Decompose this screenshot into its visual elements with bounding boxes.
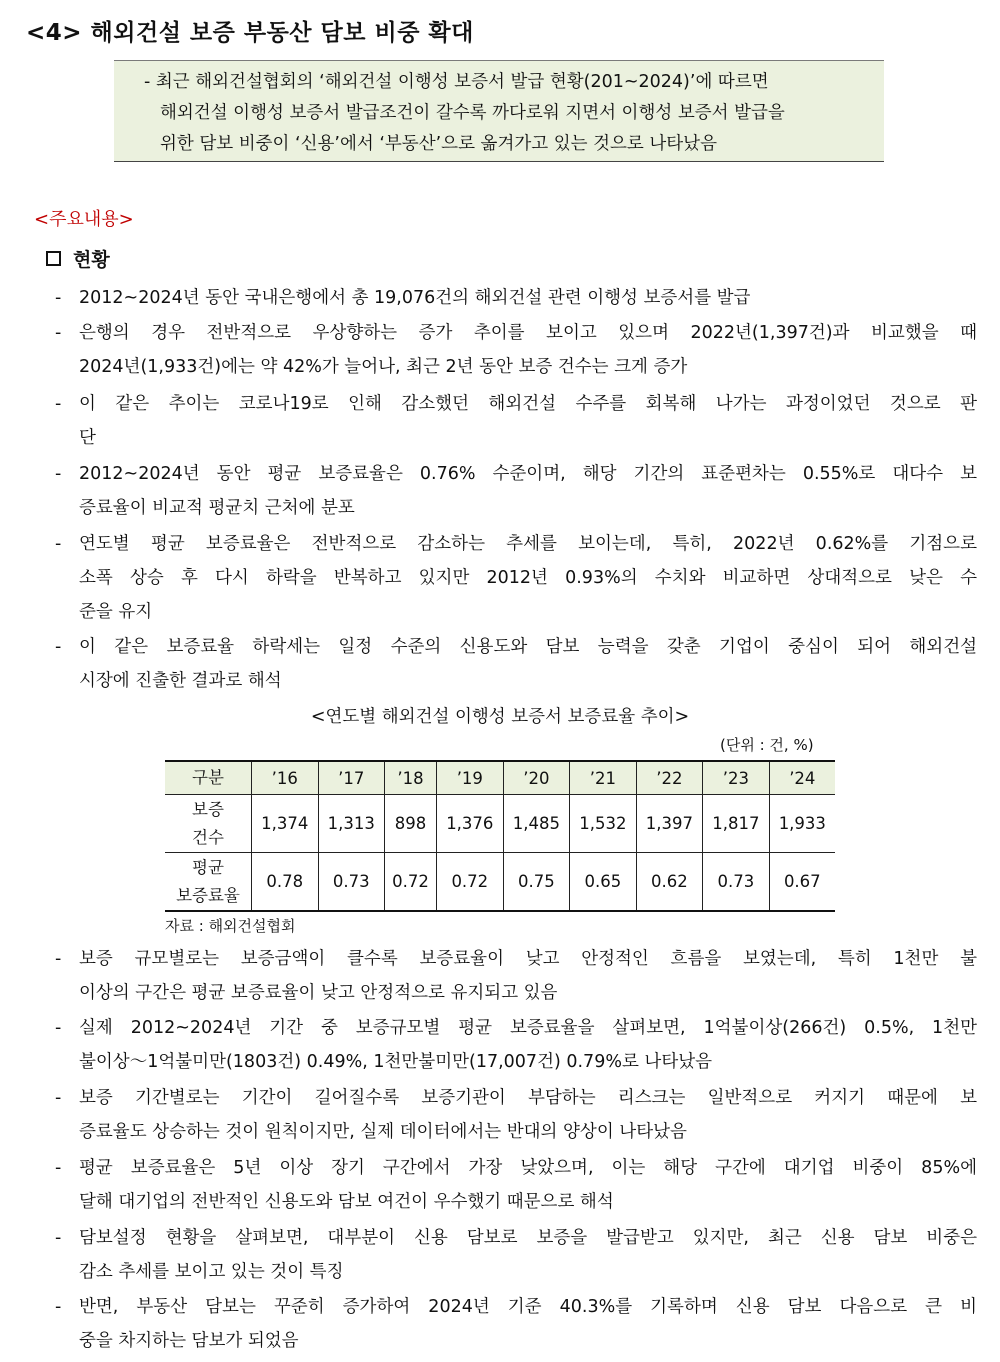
bullet-line: 증료율이 비교적 평균치 근처에 분포 [79,498,355,518]
bullet-dash: - [55,1228,62,1248]
header-cell: ’22 [636,761,703,795]
row-label-line: 평균 [192,857,224,877]
header-cell: ’16 [252,761,319,795]
subheading-text: 현황 [73,249,110,271]
header-cell: ’19 [437,761,504,795]
row-label-line: 보증 [192,799,224,819]
table-cell: 1,374 [252,795,319,853]
bullet-dash: - [55,1018,62,1038]
header-cell: ’20 [503,761,570,795]
bullet-line: 반면, 부동산 담보는 꾸준히 증가하여 2024년 기준 40.3%를 기록하며 신용 담보 다음으로 큰 비 [79,1297,977,1317]
checkbox-bullet-icon [46,251,61,266]
table-cell: 1,485 [503,795,570,853]
header-cell: ’21 [570,761,637,795]
bullet-line: 증료율도 상승하는 것이 원칙이지만, 실제 데이터에서는 반대의 양상이 나타났음 [79,1122,687,1142]
bullet-item [55,1221,977,1289]
bullet-item [55,1151,977,1219]
summary-line: 위한 담보 비중이 ‘신용’에서 ‘부동산’으로 옮겨가고 있는 것으로 나타났음 [160,134,717,154]
table-cell: 0.78 [252,853,319,912]
row-label-line: 보증료율 [176,885,240,905]
bullet-item [55,1081,977,1149]
table-caption: <연도별 해외건설 이행성 보증서 보증료율 추이> [310,707,690,727]
bullet-dash: - [55,1088,62,1108]
main-content-label: <주요내용> [34,209,134,230]
header-cell: ’17 [318,761,385,795]
bullet-dash: - [55,288,62,308]
table-cell: 1,817 [703,795,770,853]
bullet-dash: - [55,1297,62,1317]
bullet-line: 보증 규모별로는 보증금액이 클수록 보증료율이 낮고 안정적인 흐름을 보였는데, 특히 1천만 불 [79,949,977,969]
summary-box [114,60,884,162]
bullet-dash: - [55,534,62,554]
table-cell: 898 [385,795,437,853]
bullet-line: 2024년(1,933건)에는 약 42%가 늘어나, 최근 2년 동안 보증 건수는 크게 증가 [79,357,688,377]
table-header-row [165,761,835,795]
table-cell: 1,376 [437,795,504,853]
table-cell: 0.67 [769,853,835,912]
header-cell: 구분 [165,761,252,795]
table-row [165,795,835,853]
bullet-line: 시장에 진출한 결과로 해석 [79,671,282,691]
bullet-item [55,630,977,698]
table-unit: (단위 : 건, %) [720,736,814,754]
bullet-line: 보증 기간별로는 기간이 길어질수록 보증기관이 부담하는 리스크는 일반적으로 커지기 때문에 보 [79,1088,977,1108]
bullet-dash: - [55,949,62,969]
table-cell: 1,313 [318,795,385,853]
bullet-dash: - [55,394,62,414]
bullet-item [55,1011,977,1079]
bullet-line: 은행의 경우 전반적으로 우상향하는 증가 추이를 보이고 있으며 2022년(1,397건)과 비교했을 때 [79,323,977,343]
bullet-line: 연도별 평균 보증료율은 전반적으로 감소하는 추세를 보이는데, 특히, 2022년 0.62%를 기점으로 [79,534,977,554]
status-subheading [46,245,110,272]
bullet-line: 이상의 구간은 평균 보증료율이 낮고 안정적으로 유지되고 있음 [79,983,558,1003]
bullet-item [55,281,977,315]
table-cell: 1,933 [769,795,835,853]
bullet-item [55,527,977,629]
bullet-item [55,316,977,384]
table-cell: 0.65 [570,853,637,912]
bullet-item [55,457,977,525]
bullet-dash: - [55,323,62,343]
bullet-item [55,387,977,455]
summary-line: - 최근 해외건설협회의 ‘해외건설 이행성 보증서 발급 현황(201~2024)’에 따르면 [144,72,769,92]
header-cell: ’23 [703,761,770,795]
bullet-dash: - [55,464,62,484]
table-row [165,853,835,912]
bullet-line: 2012~2024년 동안 국내은행에서 총 19,076건의 해외건설 관련 이행성 보증서를 발급 [79,288,751,308]
row-label [165,853,252,912]
bullet-line: 단 [79,428,96,448]
table-source: 자료 : 해외건설협회 [165,917,296,935]
table-cell: 0.75 [503,853,570,912]
row-label-line: 건수 [192,827,224,847]
summary-line: 해외건설 이행성 보증서 발급조건이 갈수록 까다로워 지면서 이행성 보증서 발급을 [160,103,785,123]
guarantee-rate-table [165,760,835,912]
table-cell: 0.73 [703,853,770,912]
table-cell: 0.73 [318,853,385,912]
bullet-line: 소폭 상승 후 다시 하락을 반복하고 있지만 2012년 0.93%의 수치와 비교하면 상대적으로 낮은 수 [79,568,977,588]
section-title: <4> 해외건설 보증 부동산 담보 비중 확대 [26,20,474,46]
header-cell: ’18 [385,761,437,795]
table-cell: 1,397 [636,795,703,853]
bullet-line: 이 같은 추이는 코로나19로 인해 감소했던 해외건설 수주를 회복해 나가는 과정이었던 것으로 판 [79,394,977,414]
bullet-item [55,1290,977,1358]
bullet-line: 평균 보증료율은 5년 이상 장기 구간에서 가장 낮았으며, 이는 해당 구간에 대기업 비중이 85%에 [79,1158,977,1178]
header-cell: ’24 [769,761,835,795]
table-cell: 0.72 [385,853,437,912]
table-cell: 1,532 [570,795,637,853]
bullet-item [55,942,977,1010]
bullet-line: 실제 2012~2024년 기간 중 보증규모별 평균 보증료율을 살펴보면, 1억불이상(266건) 0.5%, 1천만 [79,1018,977,1038]
bullet-line: 이 같은 보증료율 하락세는 일정 수준의 신용도와 담보 능력을 갖춘 기업이 중심이 되어 해외건설 [79,637,977,657]
bullet-line: 달해 대기업의 전반적인 신용도와 담보 여건이 우수했기 때문으로 해석 [79,1192,614,1212]
row-label [165,795,252,853]
bullet-dash: - [55,1158,62,1178]
bullet-line: 2012~2024년 동안 평균 보증료율은 0.76% 수준이며, 해당 기간의 표준편차는 0.55%로 대다수 보 [79,464,977,484]
table-cell: 0.62 [636,853,703,912]
bullet-line: 불이상～1억불미만(1803건) 0.49%, 1천만불미만(17,007건) 0.79%로 나타났음 [79,1052,713,1072]
bullet-line: 감소 추세를 보이고 있는 것이 특징 [79,1262,344,1282]
bullet-line: 준을 유지 [79,602,153,622]
bullet-line: 담보설정 현황을 살펴보면, 대부분이 신용 담보로 보증을 발급받고 있지만, 최근 신용 담보 비중은 [79,1228,977,1248]
bullet-line: 중을 차지하는 담보가 되었음 [79,1331,299,1351]
bullet-dash: - [55,637,62,657]
table-cell: 0.72 [437,853,504,912]
